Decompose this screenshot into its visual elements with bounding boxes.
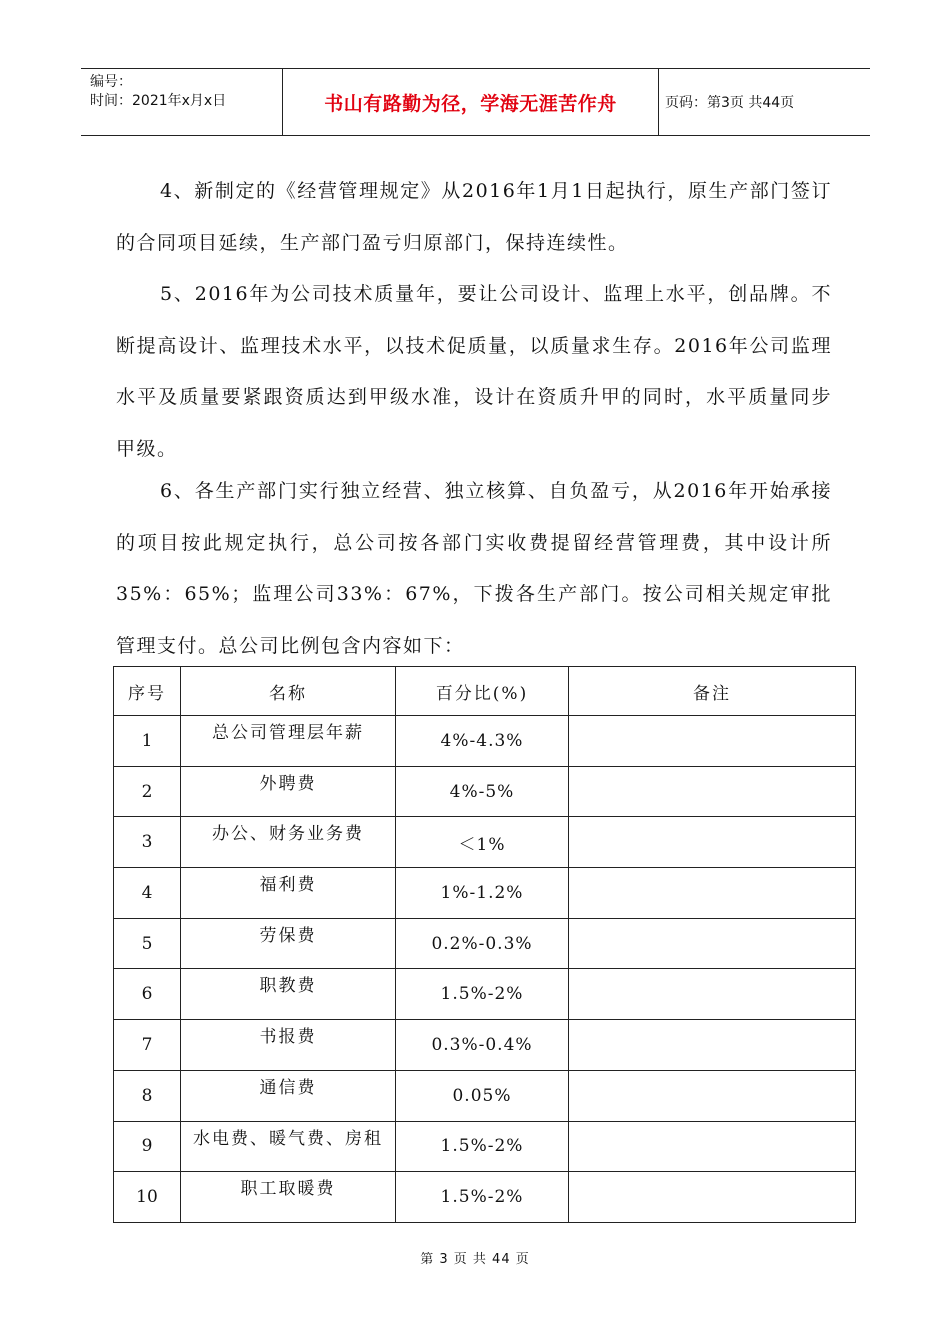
row-index: 2 [114,766,181,817]
row-name: 职工取暖费 [181,1172,396,1223]
col-header-index: 序号 [114,667,181,716]
row-index: 9 [114,1121,181,1172]
paragraph-5: 5、2016年为公司技术质量年，要让公司设计、监理上水平，创品牌。不断提高设计、监理技术水平，以技术促质量，以质量求生存。2016年公司监理水平及质量要紧跟资质达到甲级水准，设计在资质升甲的同时，水平质量同步甲级。 [116,283,832,460]
table-row [114,1020,856,1071]
row-index: 8 [114,1070,181,1121]
row-name: 通信费 [181,1070,396,1121]
row-percent: 1%-1.2% [396,868,569,919]
row-note [569,1020,856,1071]
row-note [569,1121,856,1172]
table-row [114,918,856,969]
row-name: 办公、财务业务费 [181,817,396,868]
page-header [81,68,870,136]
row-note [569,868,856,919]
row-index: 6 [114,969,181,1020]
row-name: 水电费、暖气费、房租 [181,1121,396,1172]
page-footer: 第 3 页 共 44 页 [420,1252,530,1267]
table-row [114,868,856,919]
row-index: 5 [114,918,181,969]
row-index: 1 [114,716,181,767]
fee-ratio-table [113,666,856,1223]
row-percent: 0.05% [396,1070,569,1121]
table-row [114,1172,856,1223]
row-percent: ＜1% [396,817,569,868]
col-header-percent: 百分比(%) [396,667,569,716]
row-name: 福利费 [181,868,396,919]
row-name: 劳保费 [181,918,396,969]
table-row [114,1121,856,1172]
row-name: 外聘费 [181,766,396,817]
row-percent: 4%-5% [396,766,569,817]
table-row [114,1070,856,1121]
row-index: 4 [114,868,181,919]
row-index: 7 [114,1020,181,1071]
row-note [569,716,856,767]
row-percent: 1.5%-2% [396,1121,569,1172]
paragraph-6: 6、各生产部门实行独立经营、独立核算、自负盈亏，从2016年开始承接的项目按此规定执行，总公司按各部门实收费提留经营管理费，其中设计所35%：65%；监理公司33%：67%，下拨各生产部门。按公司相关规定审批管理支付。总公司比例包含内容如下： [116,480,832,657]
row-percent: 1.5%-2% [396,969,569,1020]
table-row [114,716,856,767]
row-percent: 0.2%-0.3% [396,918,569,969]
row-note [569,918,856,969]
row-name: 书报费 [181,1020,396,1071]
row-name: 职教费 [181,969,396,1020]
table-row [114,969,856,1020]
paragraph-4: 4、新制定的《经营管理规定》从2016年1月1日起执行，原生产部门签订的合同项目延续，生产部门盈亏归原部门，保持连续性。 [116,180,832,254]
table-row [114,766,856,817]
row-index: 10 [114,1172,181,1223]
header-motto: 书山有路勤为径，学海无涯苦作舟 [283,69,659,135]
col-header-note: 备注 [569,667,856,716]
table-row [114,817,856,868]
row-note [569,1070,856,1121]
table-body [114,716,856,1223]
table-header-row [114,667,856,716]
doc-time-label: 时间：2021年x月x日 [90,93,227,109]
header-page-info: 页码：第3页 共44页 [665,95,795,111]
header-meta [81,69,283,135]
row-percent: 1.5%-2% [396,1172,569,1223]
row-percent: 0.3%-0.4% [396,1020,569,1071]
row-index: 3 [114,817,181,868]
row-name: 总公司管理层年薪 [181,716,396,767]
doc-number-label: 编号： [90,74,132,90]
row-note [569,969,856,1020]
row-note [569,1172,856,1223]
col-header-name: 名称 [181,667,396,716]
row-note [569,766,856,817]
row-percent: 4%-4.3% [396,716,569,767]
row-note [569,817,856,868]
